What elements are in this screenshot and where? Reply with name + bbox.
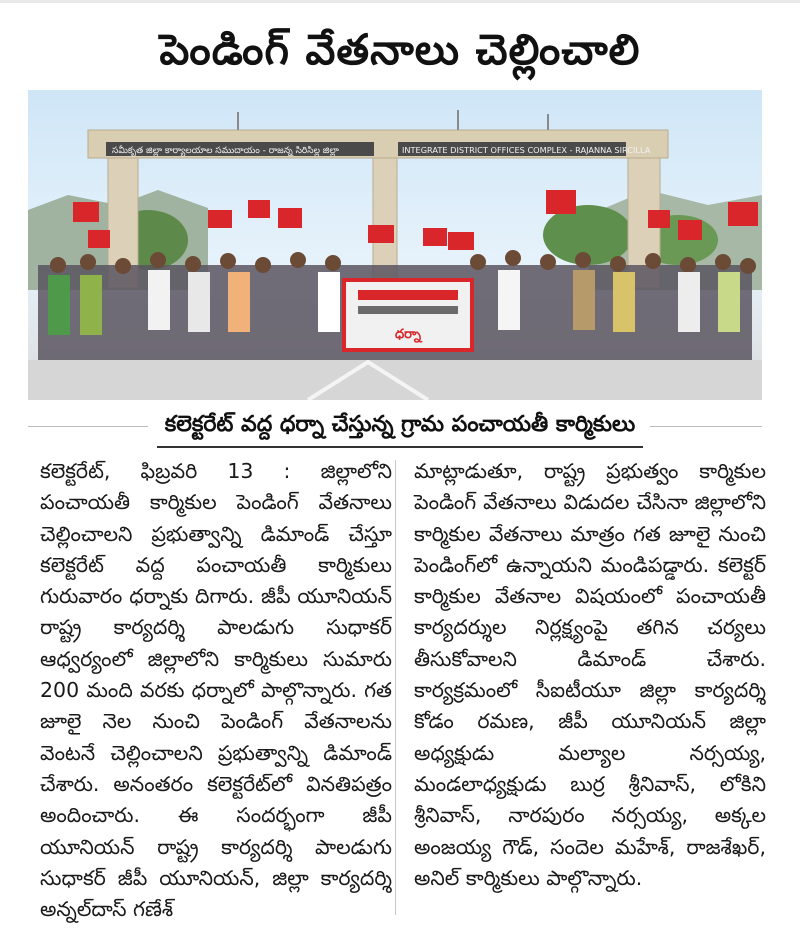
news-photo [28,90,762,400]
banner-text: ధర్నా [394,327,422,342]
gate-sign-telugu: సమీకృత జిల్లా కార్యాలయాల సముదాయం - రాజన్న సిరిసిల్ల జిల్లా [112,146,339,156]
protest-scene-illustration [28,90,762,400]
article-column-right [414,456,766,894]
article-column-left [40,456,392,925]
headline: పెండింగ్ వేతనాలు చెల్లించాలి [159,25,641,74]
banner-stripe [358,306,458,314]
column-divider [395,460,396,915]
banner-stripe [358,290,458,300]
article-text-left: కలెక్టరేట్, ఫిబ్రవరి 13 : జిల్లాలోని పంచాయతీ కార్మికుల పెండింగ్ వేతనాలు చెల్లించాలని ప్రభుత్వాన్ని డిమాండ్ చేస్తూ కలెక్టరేట్ వద్ద పంచాయతీ కార్మికులు గురువారం ధర్నాకు దిగారు. జీపీ యూనియన్ రాష్ట్ర కార్యదర్శి పాలడుగు సుధాకర్ ఆధ్వర్యంలో జిల్లాలోని కార్మికులు సుమారు 200 మంది వరకు ధర్నాలో పాల్గొన్నారు. గత జూలై నెల నుంచి పెండింగ్ వేతనాలను వెంటనే చెల్లించాలని ప్రభుత్వాన్ని డిమాండ్ చేశారు. అనంతరం కలెక్టరేట్‌లో వినతిపత్రం అందించారు. ఈ సందర్భంగా జీపీ యూనియన్ రాష్ట్ర కార్యదర్శి పాలడుగు సుధాకర్ జీపీ యూనియన్, జిల్లా కార్యదర్శి అన్నల్‌దాస్ గణేశ్ [40,459,392,922]
page-top-edge [0,0,800,3]
gate-sign-english: INTEGRATE DISTRICT OFFICES COMPLEX - RAJANNA SIRCILLA [402,145,651,155]
photo-caption: కలెక్టరేట్ వద్ద ధర్నా చేస్తున్న గ్రామ పంచాయతీ కార్మికులు [157,408,643,448]
article-text-right: మాట్లాడుతూ, రాష్ట్ర ప్రభుత్వం కార్మికుల పెండింగ్ వేతనాలు విడుదల చేసినా జిల్లాలోని కార్మికుల వేతనాలు మాత్రం గత జూలై నుంచి పెండింగ్‌లో ఉన్నాయని మండిపడ్డారు. కలెక్టర్ కార్మికుల వేతనాల విషయంలో పంచాయతీ కార్యదర్శుల నిర్లక్ష్యంపై తగిన చర్యలు తీసుకోవాలని డిమాండ్ చేశారు. కార్యక్రమంలో సీఐటీయూ జిల్లా కార్యదర్శి కోడం రమణ, జీపీ యూనియన్ జిల్లా అధ్యక్షుడు మల్యాల నర్సయ్య, మండలాధ్యక్షుడు బుర్ర శ్రీనివాస్, లోకిని శ్రీనివాస్, నారపురం నర్సయ్య, అక్కల అంజయ్య గౌడ్, సందెల మహేశ్, రాజశేఖర్, అనిల్ కార్మికులు పాల్గొన్నారు. [414,459,766,890]
